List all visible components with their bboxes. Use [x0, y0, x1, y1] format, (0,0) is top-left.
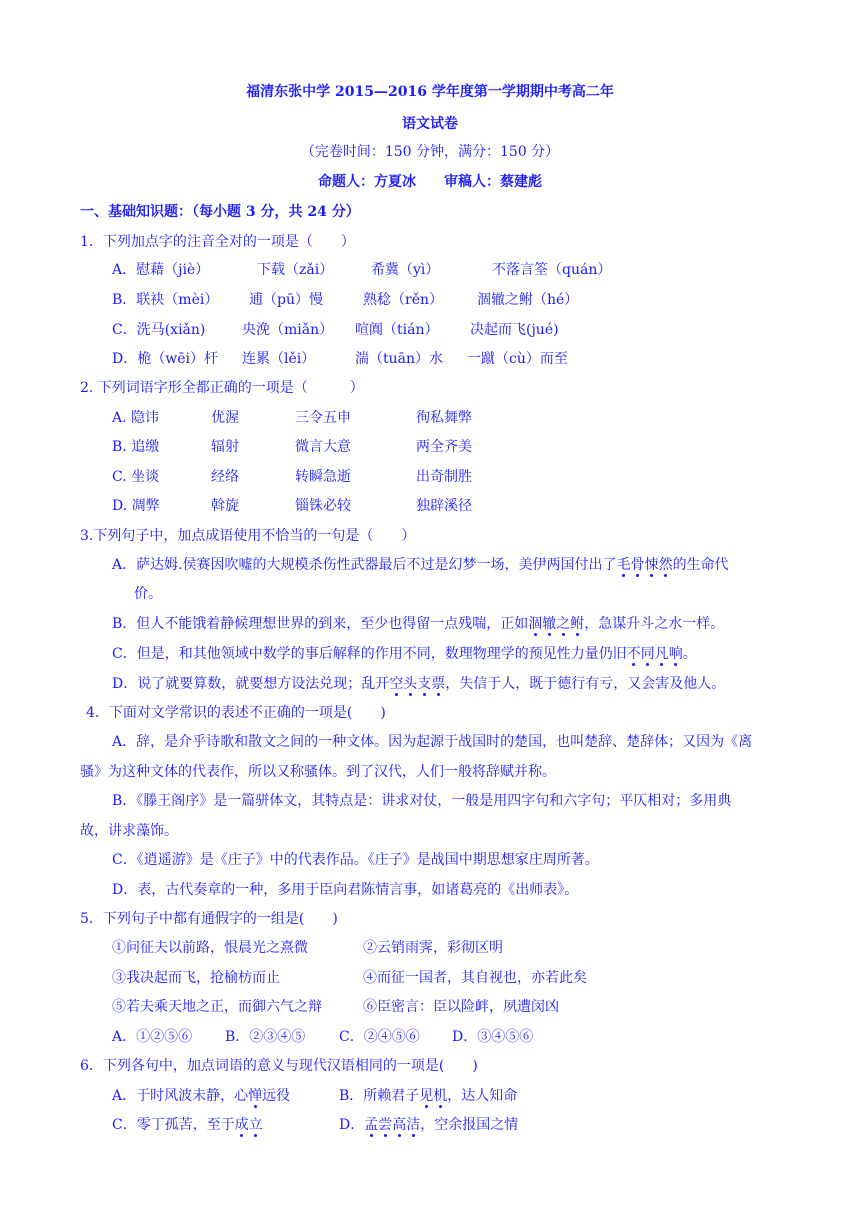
q2-option-b-3: 微言大意: [295, 439, 351, 455]
q2-option-d-4: 独辟溪径: [416, 498, 472, 514]
exam-title: 福清东张中学 2015—2016 学年度第一学期期中考高二年: [246, 84, 614, 100]
q6-option-c-text: C．零丁孤苦，至于: [112, 1117, 235, 1133]
emphasis-dot-char: 成: [234, 1117, 249, 1133]
q3-option-b-text-end: ，急谋升斗之水一样。: [584, 616, 725, 632]
emphasis-dot-char: 孟: [364, 1117, 379, 1133]
q6-option-a-dotted-word: [248, 1088, 262, 1104]
q6-option-b-text: B．所赖君子: [339, 1088, 420, 1104]
q1-option-c-2: 央浼（miǎn）: [242, 322, 334, 338]
q6-option-b-text-end: ，达人知命: [447, 1088, 518, 1104]
emphasis-dot-char: 同: [640, 646, 655, 662]
emphasis-dot-char: 头: [403, 676, 418, 692]
emphasis-dot-char: 不: [626, 646, 641, 662]
emphasis-dot-char: 响: [668, 646, 683, 662]
q5-item-5: ⑤若夫乘天地之正，而御六气之辩: [112, 999, 322, 1015]
q5-item-4: ④而征一国者，其自视也，亦若此矣: [363, 970, 587, 986]
emphasis-dot-char: 凡: [654, 646, 669, 662]
emphasis-dot-char: 见: [419, 1088, 434, 1104]
q1-option-a-1: A．慰藉（jiè）: [112, 262, 210, 278]
q2-option-b-2: 辐射: [211, 439, 239, 455]
q2-option-b-1: B. 追缴: [112, 439, 160, 455]
q6-option-a-text: A．于时风波未静，心: [112, 1088, 249, 1104]
q2-option-c-2: 经络: [211, 469, 239, 485]
q3-option-d: [112, 674, 725, 694]
q4-option-a-continuation: 骚》为这种文体的代表作，所以又称骚体。到了汉代，人们一般将辞赋并称。: [80, 764, 556, 780]
q1-option-b-2: 逋（pū）慢: [249, 292, 323, 308]
q2-option-d-1: D. 凋弊: [112, 498, 160, 514]
q4-option-b-continuation: 故，讲求藻饰。: [80, 823, 178, 839]
emphasis-dot-char: 高: [392, 1117, 407, 1133]
q3-option-d-dotted-idiom: [389, 676, 445, 692]
q6-option-d-text-end: ，空余报国之情: [420, 1117, 519, 1133]
q6-option-b: [339, 1086, 517, 1106]
exam-authors: 命题人：方夏冰 审稿人：蔡建彪: [318, 174, 542, 190]
q4-option-a: A．辞，是介乎诗歌和散文之间的一种文体。因为起源于战国时的楚国，也叫楚辞、楚辞体；又因为《离: [112, 734, 753, 750]
emphasis-dot-char: 洁: [406, 1117, 421, 1133]
q2-option-a-4: 徇私舞弊: [416, 410, 472, 426]
exam-subtitle: 语文试卷: [402, 116, 458, 132]
q5-option-a: A．①②⑤⑥: [112, 1029, 193, 1045]
emphasis-dot-char: 票: [431, 676, 446, 692]
q6-option-d-dotted-word: [364, 1117, 420, 1133]
q3-option-a-dotted-idiom: [617, 557, 673, 573]
q3-option-a: [112, 555, 729, 575]
emphasis-dot-char: 惮: [248, 1088, 263, 1104]
emphasis-dot-char: 骨: [630, 557, 645, 573]
q5-item-3: ③我决起而飞，抢榆枋而止: [112, 970, 280, 986]
question-5-stem: 5．下列句子中都有通假字的一组是( ): [80, 911, 338, 927]
q3-option-b-text: B．但人不能饿着静候理想世界的到来，至少也得留一点残喘，正如: [112, 616, 529, 632]
emphasis-dot-char: 机: [433, 1088, 448, 1104]
q1-option-b-1: B．联袂（mèi）: [112, 292, 219, 308]
emphasis-dot-char: 空: [389, 676, 404, 692]
question-4-stem: 4．下面对文学常识的表述不正确的一项是( ): [86, 705, 386, 721]
q1-option-b-4: 涸辙之鲋（hé）: [477, 292, 579, 308]
q2-option-a-1: A. 隐讳: [112, 410, 160, 426]
q6-option-c-dotted-word: [235, 1117, 263, 1133]
section-1-heading: 一、基础知识题：（每小题 3 分，共 24 分）: [80, 204, 360, 220]
q1-option-a-2: 下载（zǎi）: [257, 262, 334, 278]
q3-option-b: [112, 614, 724, 634]
q6-option-d-text: D．: [339, 1117, 365, 1133]
q1-option-d-1: D．桅（wēi）杆: [112, 351, 218, 367]
q3-option-d-text: D．说了就要算数，就要想方设法兑现；乱开: [112, 676, 390, 692]
question-2-stem: 2. 下列词语字形全都正确的一项是（ ）: [80, 380, 364, 396]
question-6-stem: 6．下列各句中，加点词语的意义与现代汉语相同的一项是( ): [80, 1058, 478, 1074]
question-1-stem: 1．下列加点字的注音全对的一项是（ ）: [80, 234, 355, 250]
emphasis-dot-char: 尝: [378, 1117, 393, 1133]
exam-time-info: （完卷时间：150 分钟，满分：150 分）: [300, 144, 560, 160]
q3-option-c: [112, 644, 697, 664]
q5-option-d: D．③④⑤⑥: [452, 1029, 534, 1045]
q1-option-c-1: C．洗马(xiǎn): [112, 322, 206, 338]
emphasis-dot-char: 之: [556, 616, 571, 632]
emphasis-dot-char: 立: [248, 1117, 263, 1133]
q2-option-c-4: 出奇制胜: [416, 469, 472, 485]
q4-option-c: C．《逍遥游》是《庄子》中的代表作品。《庄子》是战国中期思想家庄周所著。: [112, 852, 599, 868]
q2-option-d-3: 锱铢必较: [295, 498, 351, 514]
q3-option-a-text-end: 的生命代: [672, 557, 729, 573]
q2-option-a-3: 三令五申: [295, 410, 351, 426]
q1-option-d-2: 连累（lěi）: [242, 351, 316, 367]
emphasis-dot-char: 辙: [542, 616, 557, 632]
q1-option-a-3: 希冀（yì）: [371, 262, 440, 278]
q1-option-c-3: 喧阗（tián）: [355, 322, 439, 338]
q3-option-c-text-end: 。: [682, 646, 697, 662]
emphasis-dot-char: 悚: [644, 557, 659, 573]
q5-option-c: C．②④⑤⑥: [339, 1029, 420, 1045]
q2-option-a-2: 优渥: [211, 410, 239, 426]
q3-option-b-dotted-idiom: [528, 616, 584, 632]
q2-option-b-4: 两全齐美: [416, 439, 472, 455]
q1-option-c-4: 决起而飞(jué): [470, 322, 559, 338]
q6-option-a-text-end: 远役: [262, 1088, 291, 1104]
q2-option-d-2: 斡旋: [211, 498, 239, 514]
q3-option-c-text: C．但是，和其他领域中数学的事后解释的作用不同，数理物理学的预见性力量仍旧: [112, 646, 627, 662]
q3-option-a-text: A．萨达姆.侯赛因吹嘘的大规模杀伤性武器最后不过是幻梦一场，美伊两国付出了: [112, 557, 617, 573]
q5-item-6: ⑥臣密言：臣以险衅，夙遭闵凶: [363, 999, 559, 1015]
q3-option-a-continuation: 价。: [134, 586, 162, 602]
q3-option-c-dotted-idiom: [627, 646, 683, 662]
emphasis-dot-char: 支: [417, 676, 432, 692]
q2-option-c-3: 转瞬急逝: [295, 469, 351, 485]
q1-option-a-4: 不落言筌（quán）: [492, 262, 612, 278]
emphasis-dot-char: 涸: [528, 616, 543, 632]
q5-item-2: ②云销雨霁，彩彻区明: [363, 940, 503, 956]
q1-option-b-3: 熟稔（rěn）: [363, 292, 443, 308]
q6-option-a: [112, 1086, 290, 1106]
q6-option-c: [112, 1115, 263, 1135]
q6-option-b-dotted-word: [419, 1088, 447, 1104]
q6-option-d: [339, 1115, 518, 1135]
q1-option-d-3: 湍（tuān）水: [355, 351, 444, 367]
q3-option-d-text-end: ，失信于人，既于德行有亏，又会害及他人。: [445, 676, 726, 692]
q1-option-d-4: 一蹴（cù）而至: [467, 351, 568, 367]
q5-item-1: ①问征夫以前路，恨晨光之熹微: [112, 940, 308, 956]
emphasis-dot-char: 然: [658, 557, 673, 573]
q4-option-b: B．《滕王阁序》是一篇骈体文，其特点是：讲求对仗，一般是用四字句和六字句；平仄相对；多用典: [112, 793, 732, 809]
q4-option-d: D．表，古代奏章的一种，多用于臣向君陈情言事，如诸葛亮的《出师表》。: [112, 882, 579, 898]
q2-option-c-1: C. 坐谈: [112, 469, 160, 485]
question-3-stem: 3.下列句子中，加点成语使用不恰当的一句是（ ）: [80, 528, 416, 544]
emphasis-dot-char: 鲋: [570, 616, 585, 632]
emphasis-dot-char: 毛: [616, 557, 631, 573]
q5-option-b: B．②③④⑤: [225, 1029, 306, 1045]
